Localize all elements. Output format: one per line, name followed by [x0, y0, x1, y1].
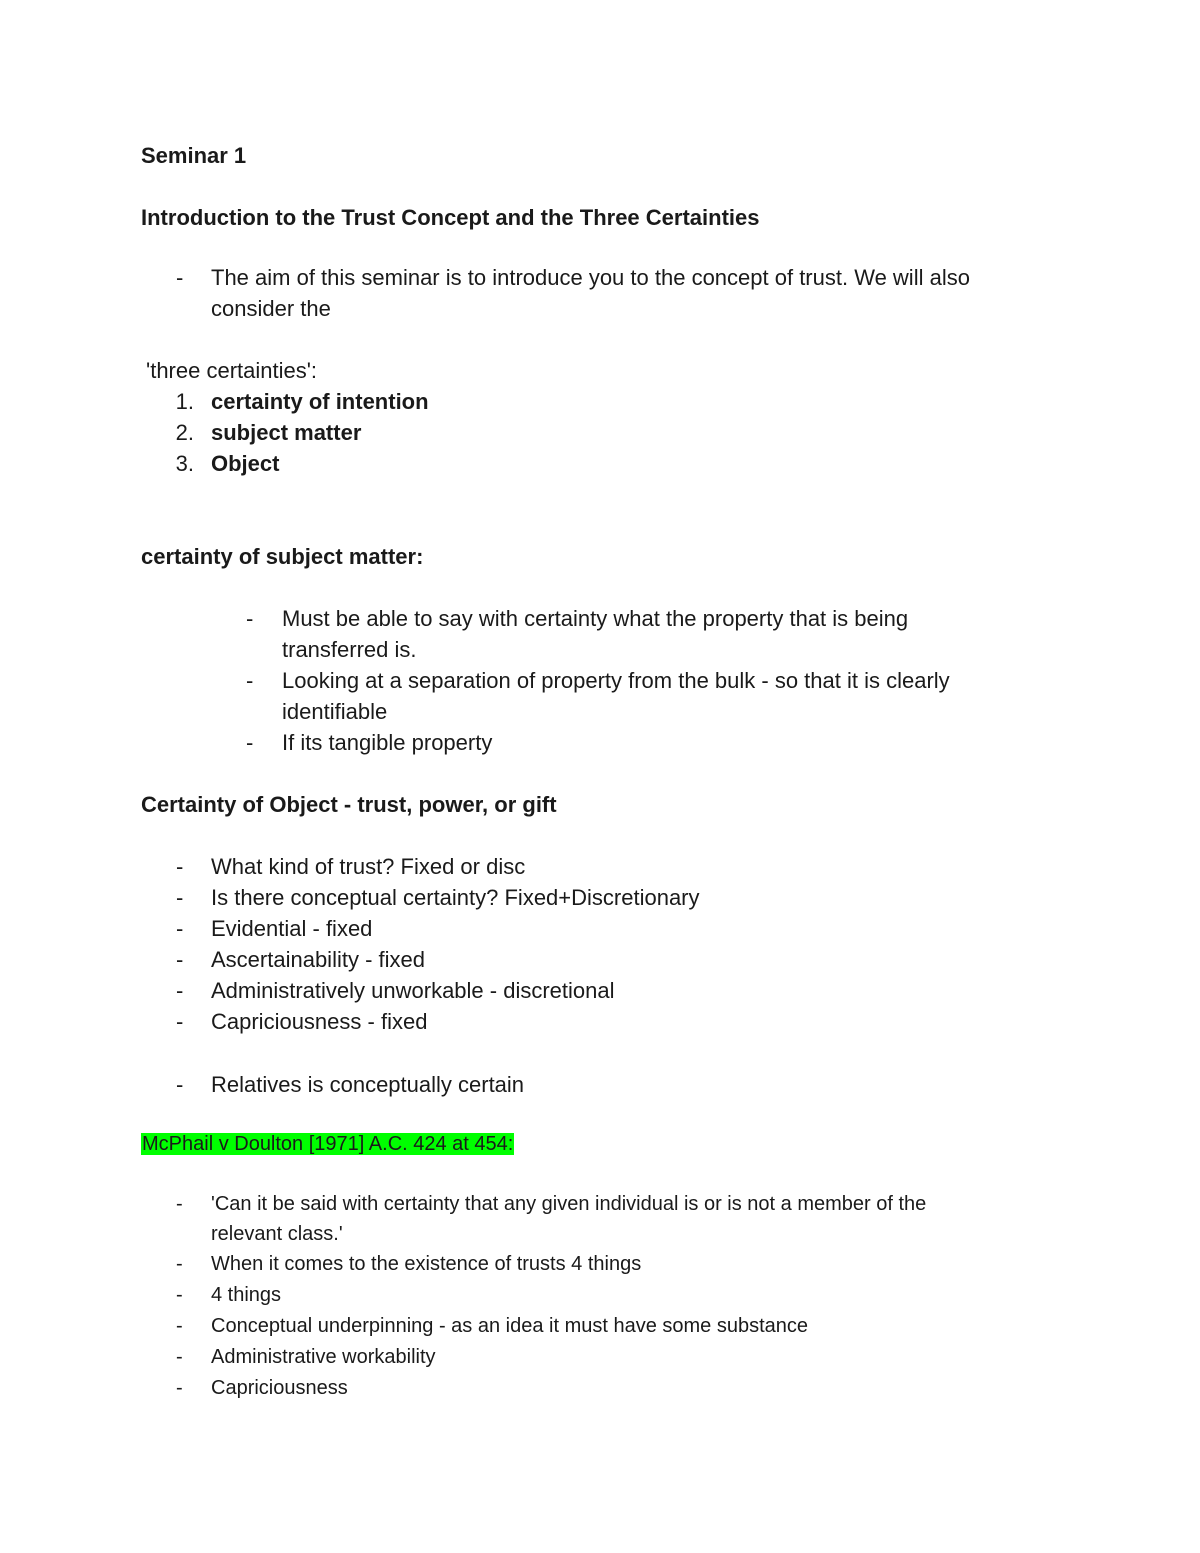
bullet-dash: - — [176, 1284, 183, 1306]
bullet-dash: - — [246, 668, 254, 693]
bullet-dash: - — [176, 1193, 183, 1215]
bullet-dash: - — [176, 265, 184, 290]
object-bullet: Ascertainability - fixed — [211, 947, 425, 972]
bullet-dash: - — [176, 1072, 184, 1097]
bullet-dash: - — [176, 1253, 183, 1275]
bullet-dash: - — [176, 1315, 183, 1337]
bullet-dash: - — [176, 1346, 183, 1368]
case-bullet-1-line-2: relevant class.' — [211, 1223, 343, 1245]
subject-bullet-1-line-2: transferred is. — [282, 637, 417, 662]
case-bullet: When it comes to the existence of trusts 4 things — [211, 1253, 642, 1275]
object-bullet: Evidential - fixed — [211, 916, 373, 941]
page-title: Introduction to the Trust Concept and the Three Certainties — [141, 205, 760, 230]
bullet-dash: - — [176, 978, 184, 1003]
object-bullet: Capriciousness - fixed — [211, 1009, 428, 1034]
object-heading: Certainty of Object - trust, power, or gift — [141, 792, 557, 817]
bullet-dash: - — [176, 854, 184, 879]
subject-bullet-2-line-1: Looking at a separation of property from the bulk - so that it is clearly — [282, 668, 950, 693]
list-item: Object — [211, 451, 280, 476]
list-number: 2. — [175, 420, 194, 445]
page-heading: Seminar 1 — [141, 143, 247, 168]
bullet-dash: - — [176, 1009, 184, 1034]
list-item: certainty of intention — [211, 389, 429, 414]
intro-line-2: consider the — [211, 296, 331, 321]
subject-bullet-1-line-1: Must be able to say with certainty what the property that is being — [282, 606, 909, 631]
object-bullet: Is there conceptual certainty? Fixed+Discretionary — [211, 885, 700, 910]
case-citation — [141, 1130, 514, 1158]
subject-bullet-3: If its tangible property — [282, 730, 493, 755]
three-certainties-label: 'three certainties': — [146, 358, 318, 383]
case-bullet: 4 things — [211, 1284, 282, 1306]
bullet-dash: - — [176, 947, 184, 972]
list-item: subject matter — [211, 420, 362, 445]
list-number: 1. — [175, 389, 194, 414]
bullet-dash: - — [176, 885, 184, 910]
bullet-dash: - — [176, 916, 184, 941]
relatives-bullet: Relatives is conceptually certain — [211, 1072, 525, 1097]
object-bullet: What kind of trust? Fixed or disc — [211, 854, 526, 879]
subject-bullet-2-line-2: identifiable — [282, 699, 388, 724]
bullet-dash: - — [246, 730, 254, 755]
case-bullet: Administrative workability — [211, 1346, 436, 1368]
subject-matter-heading: certainty of subject matter: — [141, 544, 424, 569]
case-bullet: Capriciousness — [211, 1377, 348, 1399]
bullet-dash: - — [246, 606, 254, 631]
case-citation-highlight: McPhail v Doulton [1971] A.C. 424 at 454: — [142, 1133, 514, 1155]
intro-line-1: The aim of this seminar is to introduce you to the concept of trust. We will also — [211, 265, 970, 290]
list-number: 3. — [175, 451, 194, 476]
case-bullet: Conceptual underpinning - as an idea it must have some substance — [211, 1315, 809, 1337]
case-bullet-1-line-1: 'Can it be said with certainty that any given individual is or is not a member of the — [211, 1193, 927, 1215]
object-bullet: Administratively unworkable - discretional — [211, 978, 615, 1003]
bullet-dash: - — [176, 1377, 183, 1399]
